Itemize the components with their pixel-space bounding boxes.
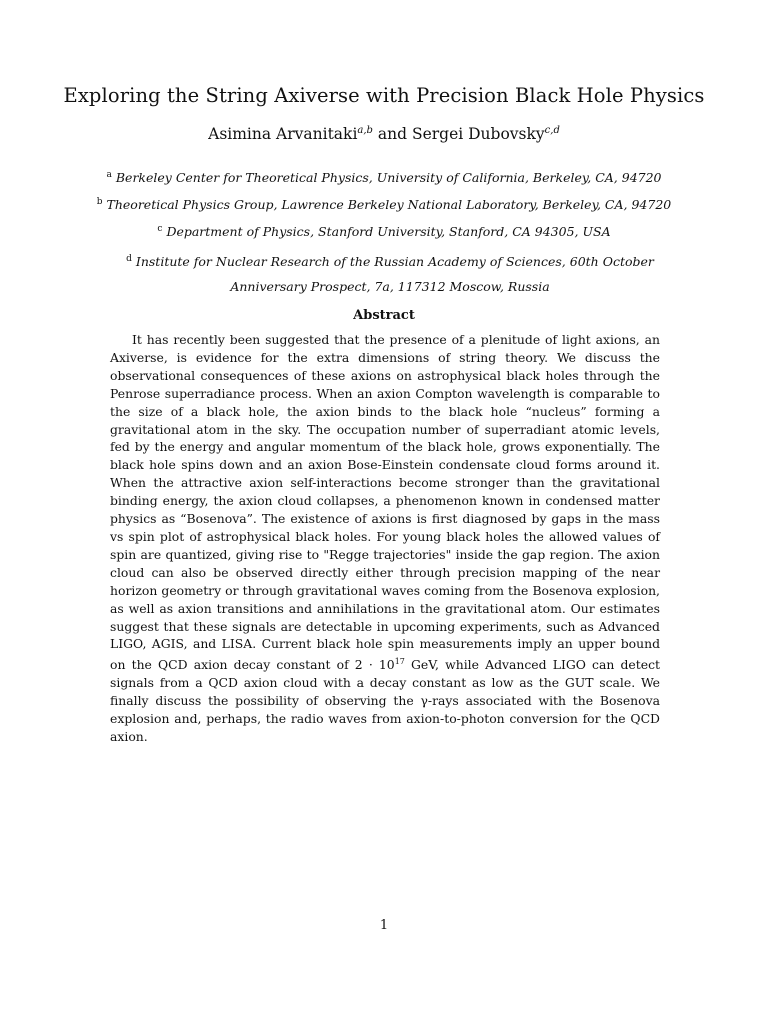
abstract-exponent: 17 [394, 657, 405, 667]
affiliation-mark: c [157, 224, 163, 234]
affiliation-text: Department of Physics, Stanford University, Stanford, CA 94305, USA [166, 224, 611, 239]
paper-title: Exploring the String Axiverse with Precision Black Hole Physics [63, 84, 705, 107]
affiliation-text: Theoretical Physics Group, Lawrence Berkeley National Laboratory, Berkeley, CA, 94720 [106, 197, 672, 212]
affiliation-b [0, 197, 768, 212]
abstract-text [110, 331, 660, 746]
affiliation-text: Berkeley Center for Theoretical Physics, University of California, Berkeley, CA, 94720 [115, 170, 662, 185]
affiliation-a [0, 170, 768, 185]
affiliation-d [100, 247, 680, 299]
author-affil-marks: c,d [544, 125, 560, 136]
affiliation-mark: a [106, 170, 112, 180]
abstract-text-part1: It has recently been suggested that the presence of a plenitude of light axions, an Axiverse, is evidence for the extra dimensions of string theory. We discuss the observational consequences of these axions on astrophysical black holes through the Penrose superradiance process. When an axion Compton wavelength is comparable to the size of a black hole, the axion binds to the black hole “nucleus” forming a gravitational atom in the sky. The occupation number of superradiant atomic levels, fed by the energy and angular momentum of the black hole, grows exponentially. The black hole spins down and an axion Bose-Einstein condensate cloud forms around it. When the attractive axion self-interactions become stronger than the gravitational binding energy, the axion cloud collapses, a phenomenon known in condensed matter physics as “Bosenova”. The existence of axions is first diagnosed by gaps in the mass vs spin plot of astrophysical black holes. For young black holes the allowed values of spin are quantized, giving rise to "Regge trajectories" inside the gap region. The axion cloud can also be observed directly either through precision mapping of the near horizon geometry or through gravitational waves coming from the Bosenova explosion, as well as axion transitions and annihilations in the gravitational atom. Our estimates suggest that these signals are detectable in upcoming experiments, such as Advanced LIGO, AGIS, and LISA. Current black hole spin measurements imply an upper bound on the QCD axion decay constant of 2 · 10 [110, 332, 660, 673]
author-list [0, 125, 768, 143]
abstract-heading: Abstract [353, 308, 415, 323]
affiliation-mark: d [126, 254, 132, 264]
abstract-text-part2: GeV, while Advanced LIGO can detect signals from a QCD axion cloud with a decay constant as low as the GUT scale. We finally discuss the possibility of observing the γ-rays associated with the Bosenova explosion and, perhaps, the radio waves from axion-to-photon conversion for the QCD axion. [110, 657, 660, 745]
author-separator: and [372, 125, 412, 144]
page-number: 1 [379, 918, 389, 933]
affiliation-text: Institute for Nuclear Research of the Russian Academy of Sciences, 60th October Anniversary Prospect, 7a, 117312 Moscow, Russia [135, 254, 654, 294]
author-affil-marks: a,b [357, 125, 373, 136]
affiliation-c [0, 224, 768, 239]
author-name: Asimina Arvanitaki [208, 125, 358, 144]
author-name: Sergei Dubovsky [411, 125, 545, 144]
affiliation-mark: b [96, 197, 103, 207]
